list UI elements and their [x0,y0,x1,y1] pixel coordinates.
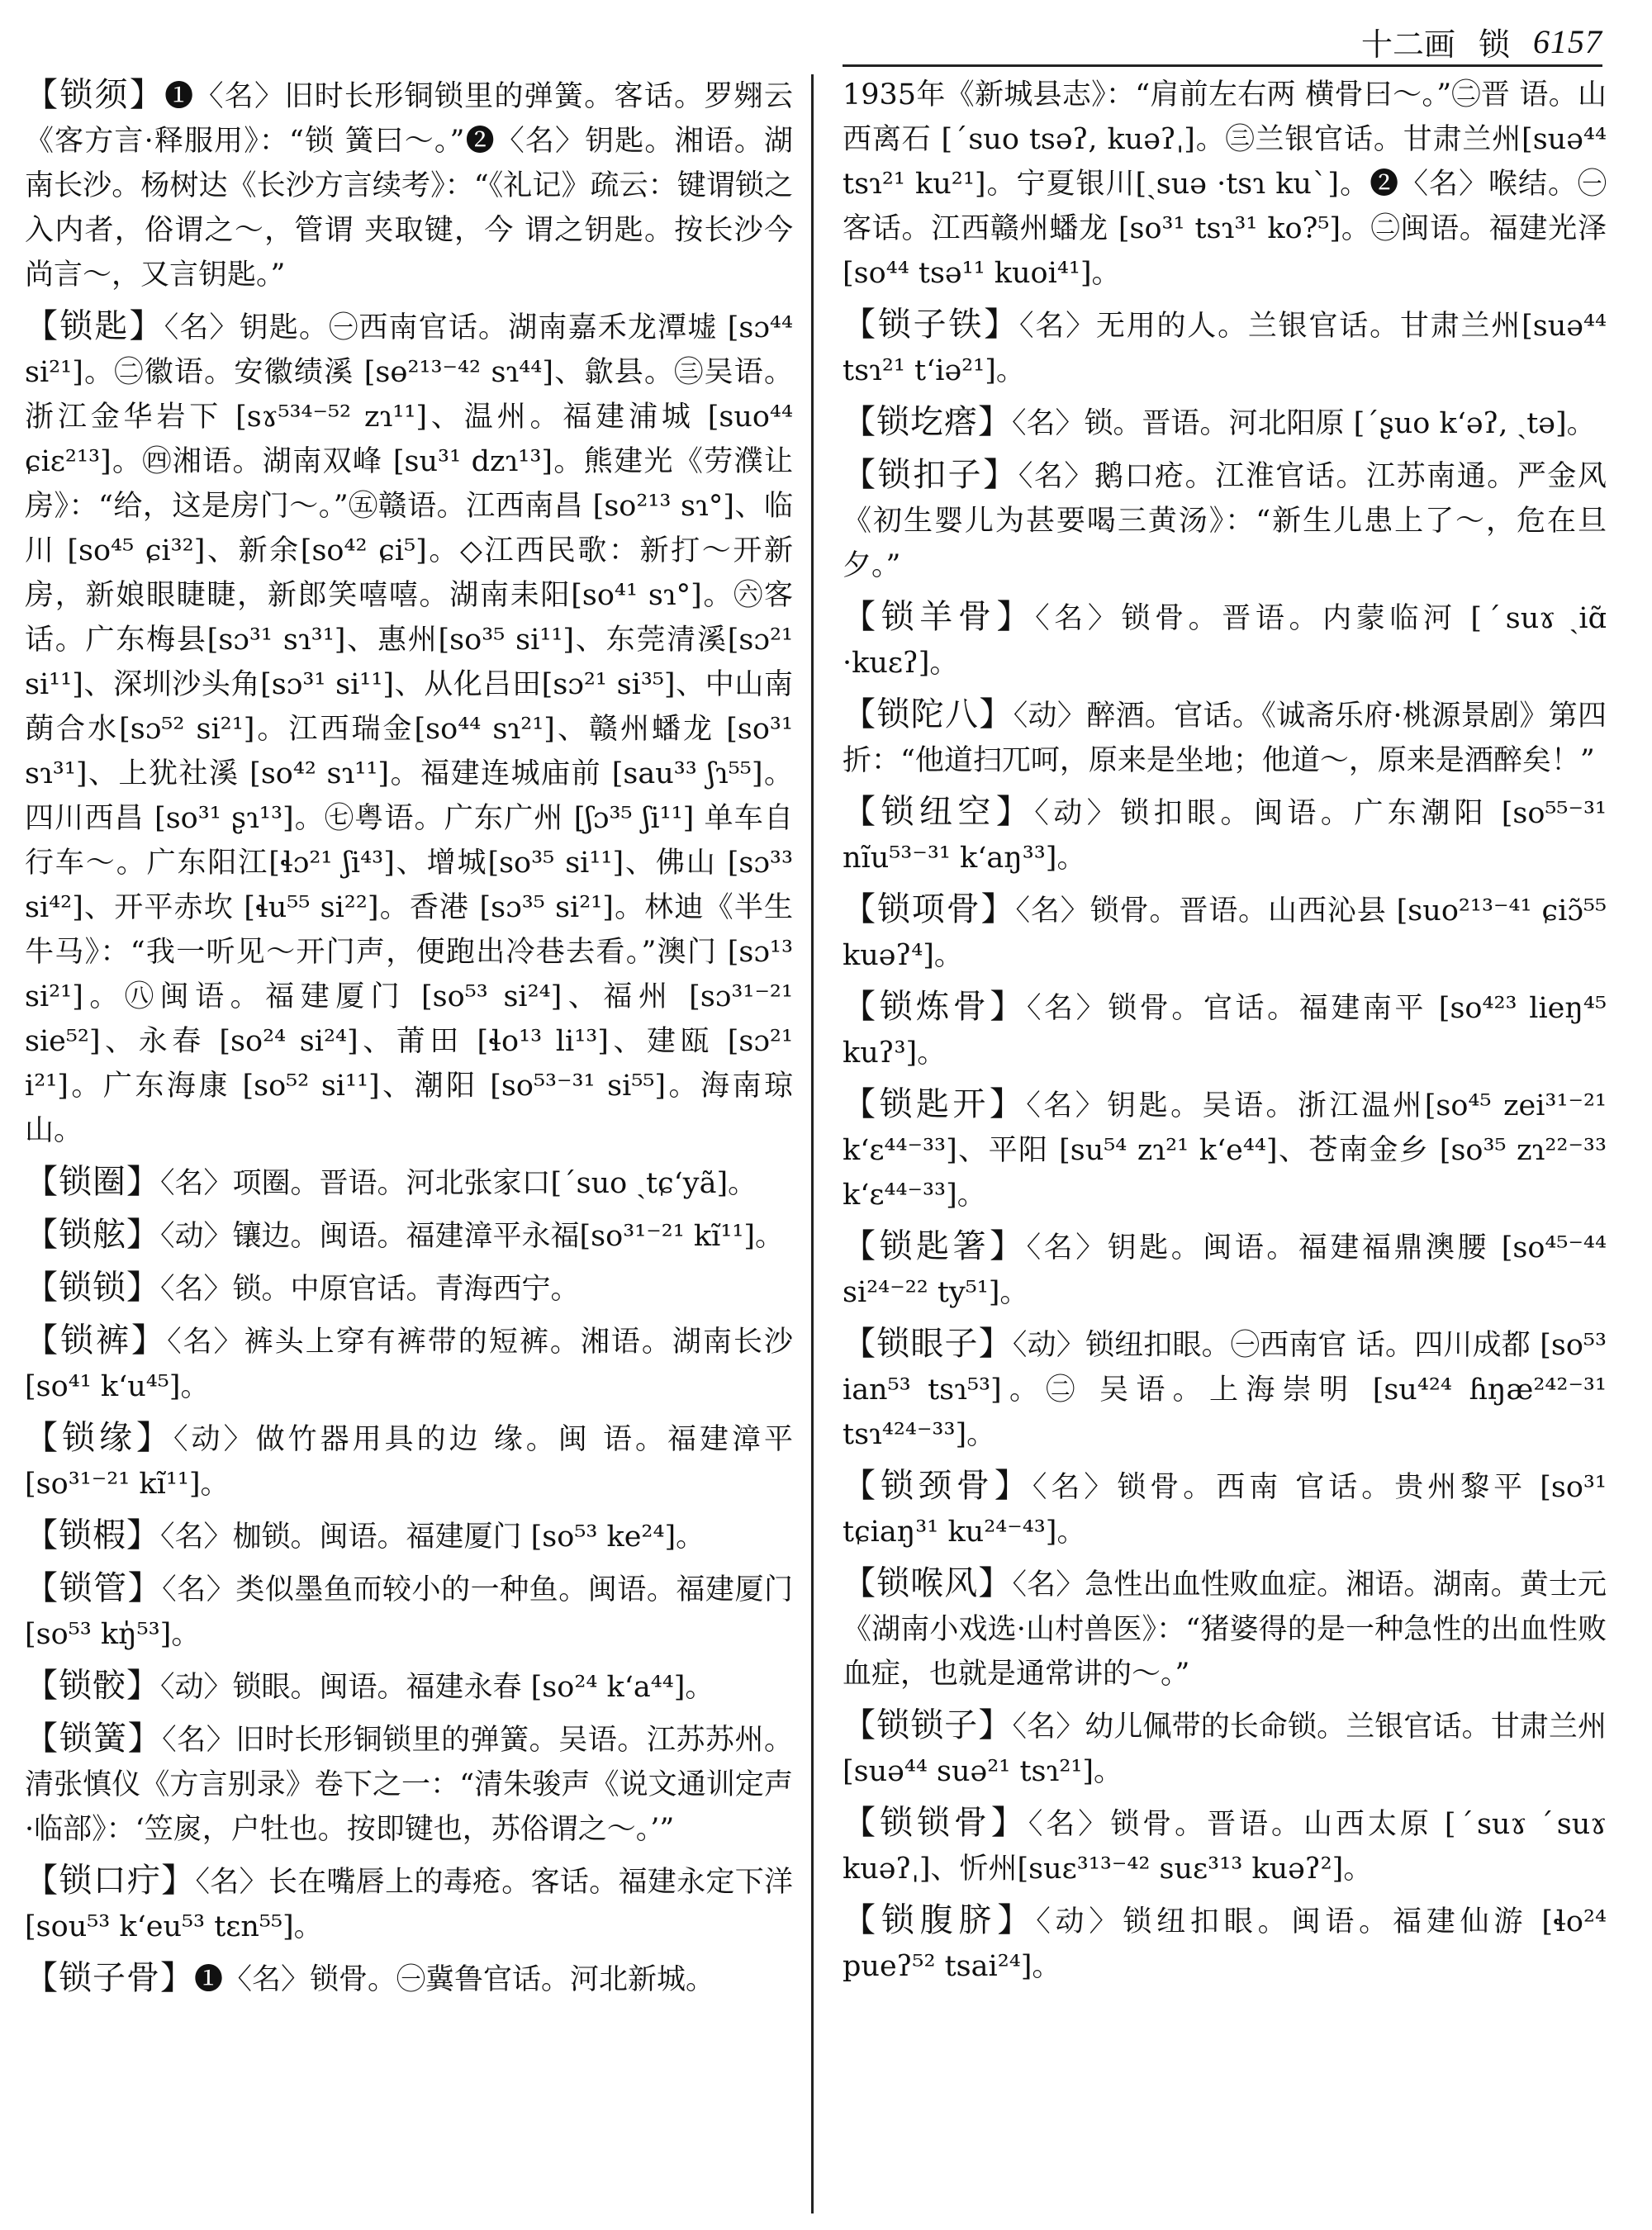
entry-headword: 【锁椵】 [25,1516,160,1554]
continued-entry-text: 1935年《新城县志》：“肩前左右两 横骨曰～。”㊁晋 语。山西离石 [ˊsuo tsəʔ, kuəʔˌ]。㊂兰银官话。甘肃兰州[suə⁴⁴ tsɿ²¹ ku²¹]。宁夏银川[ˏsuə ·tsɿ kuˋ]。❷〈名〉喉结。㊀客话。江西赣州蟠龙 [so³¹ tsɿ³¹ ko?⁵]。㊁闽语。福建光泽[so⁴⁴ tsə¹¹ kuoi⁴¹]。 [843,78,1607,290]
entry-definition: 〈动〉做竹器用具的边 缘。闽 语。福建漳平 [so³¹⁻²¹ kĩ¹¹]。 [25,1423,793,1501]
dictionary-entry [25,73,793,297]
dictionary-entry [25,1513,793,1559]
left-column [25,73,793,2009]
entry-definition: 〈名〉项圈。晋语。河北张家口[ˊsuo ˏtɕʻyã]。 [160,1167,757,1200]
entry-headword: 【锁子铁】 [843,306,1019,344]
entry-definition: 〈动〉镶边。闽语。福建漳平永福[so³¹⁻²¹ kĩ¹¹]。 [160,1220,785,1253]
entry-headword: 【锁匙】 [25,307,164,345]
dictionary-entry [843,1464,1607,1554]
entry-definition: ❶〈名〉锁骨。㊀冀鲁官话。河北新城。 [194,1963,715,1996]
dictionary-entry [843,692,1607,783]
entry-definition: 〈名〉急性出血性败血症。湘语。湖南。黄士元《湖南小戏选·山村兽医》：“猪婆得的是一种急性的出血性败血症，也就是通常讲的～。” [843,1568,1607,1691]
dictionary-entry [843,595,1607,686]
entry-headword: 【锁子骨】 [25,1959,194,1997]
entry-definition: 〈名〉锁。中原官话。青海西宁。 [160,1273,580,1306]
dictionary-entry [25,1858,793,1949]
page-header [1239,18,1602,64]
entry-definition: 〈动〉锁扣眼。闽语。广东潮阳 [so⁵⁵⁻³¹ nĩu⁵³⁻³¹ kʻaŋ³³]。 [843,797,1607,875]
entry-headword: 【锁圈】 [25,1163,160,1201]
entry-definition: 〈名〉钥匙。吴语。浙江温州[so⁴⁵ zei³¹⁻²¹ kʻɛ⁴⁴⁻³³]、平阳 [su⁵⁴ zɿ²¹ kʻe⁴⁴]、苍南金乡 [so³⁵ zɿ²²⁻³³ kʻɛ⁴⁴⁻³³]。 [843,1089,1607,1212]
entry-headword: 【锁陀八】 [843,695,1014,733]
entry-definition: 〈名〉钥匙。闽语。福建福鼎澳腰 [so⁴⁵⁻⁴⁴ si²⁴⁻²² ty⁵¹]。 [843,1231,1607,1309]
entry-headword: 【锁锁子】 [843,1706,1013,1744]
entry-definition: 〈名〉无用的人。兰银官话。甘肃兰州[suə⁴⁴ tsɿ²¹ tʻiə²¹]。 [843,310,1607,387]
entry-headword: 【锁缘】 [25,1419,174,1457]
entry-headword: 【锁羊骨】 [843,598,1036,636]
dictionary-entry [843,400,1607,446]
entry-definition: 〈动〉锁纽扣眼。㊀西南官 话。四川成都 [so⁵³ ian⁵³ tsɿ⁵³]。㊁ 吴语。上海崇明 [su⁴²⁴ ɦŋæ²⁴²⁻³¹ tsɿ⁴²⁴⁻³³]。 [843,1329,1607,1451]
entry-definition: 〈动〉醉酒。官话。《诚斋乐府·桃源景剧》第四折：“他道扫兀呵，原来是坐地；他道～，原来是酒醉矣！” [843,700,1607,777]
entry-definition: 〈名〉旧时长形铜锁里的弹簧。吴语。江苏苏州。清张慎仪《方言别录》卷下之一：“清朱骏声《说文通训定声·临部》：‘笠扊，户牡也。按即键也，苏俗谓之～。’” [25,1724,794,1846]
entry-headword: 【锁簧】 [25,1720,163,1758]
section-label: 十二画 [1360,26,1455,63]
entry-headword: 【锁腹脐】 [843,1901,1037,1939]
entry-headword: 【锁圪瘩】 [843,403,1012,441]
entry-definition: 〈名〉锁骨。晋语。山西沁县 [suo²¹³⁻⁴¹ ɕiɔ̃⁵⁵ kuəʔ⁴]。 [843,894,1607,972]
entry-headword: 【锁须】 [25,76,165,114]
entry-headword: 【锁匙开】 [843,1085,1027,1123]
dictionary-entry [843,1898,1607,1989]
entry-definition: 〈名〉幼儿佩带的长命锁。兰银官话。甘肃兰州 [suə⁴⁴ suə²¹ tsɿ²¹]。 [843,1710,1607,1788]
entry-headword: 【锁锁骨】 [843,1804,1028,1842]
entry-definition: 〈名〉锁骨。晋语。山西太原 [ˊsuɤ ˊsuɤ kuəʔˌ]、忻州[suɛ³¹³⁻⁴² suɛ³¹³ kuəʔ²]。 [843,1808,1607,1886]
entry-headword: 【锁管】 [25,1569,163,1607]
dictionary-entry [843,790,1607,880]
entry-headword: 【锁匙箸】 [843,1227,1027,1265]
right-column [843,73,1607,1995]
dictionary-entry [843,985,1607,1075]
entry-headword: 【锁眼子】 [843,1325,1013,1363]
entry-definition: 〈动〉锁纽扣眼。闽语。福建仙游 [ɬo²⁴ pueʔ⁵² tsai²⁴]。 [843,1905,1607,1983]
entry-definition: 〈名〉鹅口疮。江淮官话。江苏南通。严金风《初生婴儿为甚要喝三黄汤》：“新生儿患上了～，危在旦夕。” [843,460,1607,582]
entry-definition: 〈名〉锁。晋语。河北阳原 [ˊʂuo kʻəʔ, ˏtə]。 [1012,407,1596,440]
entry-definition: 〈名〉裤头上穿有裤带的短裤。湘语。湖南长沙 [so⁴¹ kʻu⁴⁵]。 [25,1326,793,1403]
entry-headword: 【锁舷】 [25,1216,160,1254]
entry-headword: 【锁骹】 [25,1667,160,1705]
dictionary-entry [25,1716,793,1852]
dictionary-entry [25,1956,793,2002]
entry-headword: 【锁口疔】 [25,1862,196,1900]
entry-definition: 〈名〉锁骨。西南 官话。贵州黎平 [so³¹ tɕiaŋ³¹ ku²⁴⁻⁴³]。 [843,1471,1607,1549]
entry-headword: 【锁喉风】 [843,1564,1013,1602]
dictionary-entry [25,1566,793,1657]
entry-definition: 〈名〉枷锁。闽语。福建厦门 [so⁵³ ke²⁴]。 [160,1521,705,1554]
dictionary-entry [843,1082,1607,1217]
dictionary-entry [25,1663,793,1710]
entry-headword: 【锁炼骨】 [843,988,1027,1026]
dictionary-entry [843,1561,1607,1696]
entry-definition: ❶〈名〉旧时长形铜锁里的弹簧。客话。罗翙云《客方言·释服用》：“锁 簧曰～。”❷〈名〉钥匙。湘语。湖南长沙。杨树达《长沙方言续考》：“《礼记》疏云：键谓锁之入内者，俗谓之～，管谓 夹取键，今 谓之钥匙。按长沙今尚言～，又言钥匙。” [25,80,793,292]
entry-headword: 【锁颈骨】 [843,1467,1032,1505]
dictionary-entry [25,1265,793,1312]
dictionary-entry [25,304,793,1153]
dictionary-entry [25,1318,793,1409]
dictionary-entry [25,1212,793,1259]
dictionary-entry [843,453,1607,588]
dictionary-entry [843,1801,1607,1891]
entry-definition: 〈名〉长在嘴唇上的毒疮。客话。福建永定下洋 [sou⁵³ kʻeu⁵³ tɛn⁵⁵]。 [25,1866,793,1943]
column-divider [811,74,814,2213]
dictionary-entry [843,1703,1607,1794]
dictionary-entry [25,1416,793,1506]
entry-headword: 【锁纽空】 [843,793,1035,831]
entry-headword: 【锁锁】 [25,1269,160,1307]
dictionary-entry [843,887,1607,978]
radical-character: 锁 [1478,26,1510,63]
entry-headword: 【锁裤】 [25,1321,168,1359]
dictionary-entry [843,1321,1607,1457]
entry-headword: 【锁扣子】 [843,456,1018,494]
dictionary-entry [843,1224,1607,1315]
entry-headword: 【锁项骨】 [843,890,1016,928]
entry-definition: 〈名〉钥匙。㊀西南官话。湖南嘉禾龙潭墟 [sɔ⁴⁴ si²¹]。㊁徽语。安徽绩溪 [sɵ²¹³⁻⁴² sɿ⁴⁴]、歙县。㊂吴语。浙江金华岩下 [sɤ⁵³⁴⁻⁵² zɿ¹¹]、温州。福建浦城 [suo⁴⁴ ɕiɛ²¹³]。㊃湘语。湖南双峰 [su³¹ dzɿ¹³]。熊建光《劳濮让房》：“给，这是房门～。”㊄赣语。江西南昌 [so²¹³ sɿ°]、临川 [so⁴⁵ ɕi³²]、新余[so⁴² ɕi⁵]。◇江西民歌：新打～开新房，新娘眼睫睫，新郎笑嘻嘻。湖南耒阳[so⁴¹ sɿ°]。㊅客话。广东梅县[sɔ³¹ sɿ³¹]、惠州[so³⁵ si¹¹]、东莞清溪[sɔ²¹ si¹¹]、深圳沙头角[sɔ³¹ si¹¹]、从化吕田[sɔ²¹ si³⁵]、中山南蓢合水[sɔ⁵² si²¹]。江西瑞金[so⁴⁴ sɿ²¹]、赣州蟠龙 [so³¹ sɿ³¹]、上犹社溪 [so⁴² sɿ¹¹]。福建连城庙前 [sau³³ ʃɿ⁵⁵]。四川西昌 [so³¹ ʂɿ¹³]。㊆粤语。广东广州 [ʃɔ³⁵ ʃi¹¹] 单车自行车～。广东阳江[ɬɔ²¹ ʃi⁴³]、增城[so³⁵ si¹¹]、佛山 [sɔ³³ si⁴²]、开平赤坎 [ɬu⁵⁵ si²²]。香港 [sɔ³⁵ si²¹]。林迪《半生牛马》：“我一听见～开门声，便跑出冷巷去看。”澳门 [sɔ¹³ si²¹]。㊇闽语。福建厦门 [so⁵³ si²⁴]、福州 [sɔ³¹⁻²¹ sie⁵²]、永春 [so²⁴ si²⁴]、莆田 [ɬo¹³ li¹³]、建瓯 [sɔ²¹ i²¹]。广东海康 [so⁵² si¹¹]、潮阳 [so⁵³⁻³¹ si⁵⁵]。海南琼山。 [25,311,793,1147]
page-number: 6157 [1533,22,1602,60]
entry-definition: 〈名〉锁骨。晋语。内蒙临河 [ˊsuɤ ˏiɑ̃ ·kuɛʔ]。 [843,602,1607,680]
entry-definition: 〈动〉锁眼。闽语。福建永春 [so²⁴ kʻa⁴⁴]。 [160,1671,714,1704]
entry-definition: 〈名〉类似墨鱼而较小的一种鱼。闽语。福建厦门 [so⁵³ kŋ̍⁵³]。 [25,1573,794,1651]
header-rule [843,64,1602,67]
dictionary-entry [843,302,1607,393]
dictionary-entry [25,1160,793,1206]
entry-definition: 〈名〉锁骨。官话。福建南平 [so⁴²³ lieŋ⁴⁵ kuʔ³]。 [843,992,1607,1070]
